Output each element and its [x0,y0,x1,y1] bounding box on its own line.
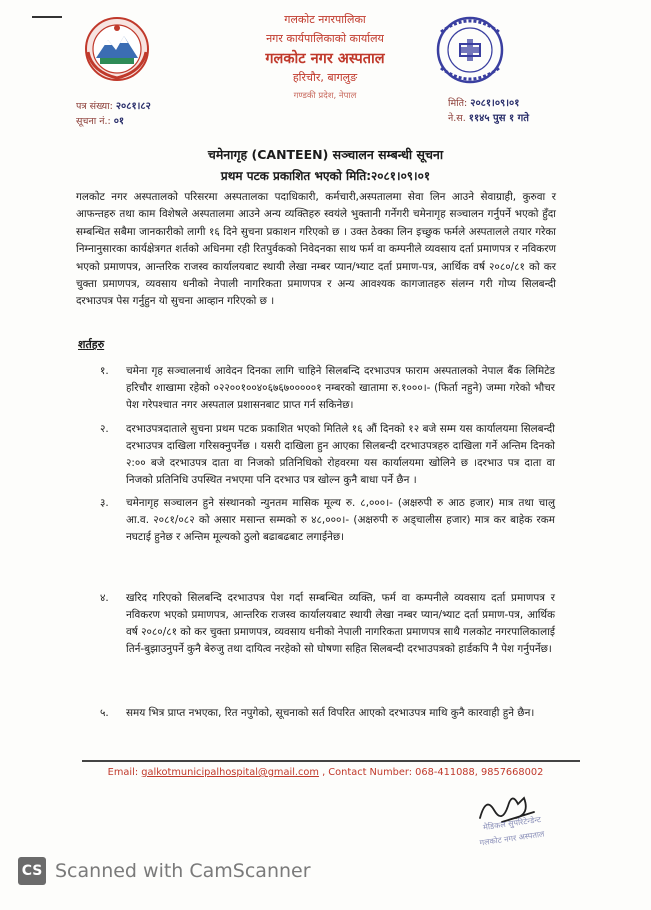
header-hospital-name: गलकोट नगर अस्पताल [265,51,385,67]
condition-number: ४. [100,592,109,604]
condition-item [100,363,555,414]
condition-item [100,495,555,546]
conditions-heading: शर्तहरु [78,338,105,351]
header-address: हरिचौर, बागलुङ [292,71,358,84]
header-office: नगर कार्यपालिकाको कार्यालय [266,32,384,45]
date-value: २०८१।०९।०१ [470,98,520,109]
footer-divider [82,760,580,762]
letter-number-label: पत्र संख्या: [76,101,113,112]
condition-text: चमेना गृह सञ्चालनार्थ आवेदन दिनका लागि चाहिने सिलबन्दि दरभाउपत्र फाराम अस्पतालको नेपाल बैंक लिमिटेड हरिचौर शाखामा रहेको ०२२००१००४०६७६७०००००१ नम्बरको खातामा रु.१०००।- (फिर्ता नहुने) जम्मा गरेको भौचर पेश गरेपश्चात नगर अस्पताल प्रशासनबाट प्राप्त गर्न सकिनेछ। [126,365,555,411]
footer-email-link[interactable]: galkotmunicipalhospital@gmail.com [141,767,319,778]
date-label: मिति: [448,98,468,109]
nepal-sambat-value: ११४५ पुस १ गते [468,113,529,124]
condition-number: ५. [100,707,109,719]
condition-text: खरिद गरिएको सिलबन्दि दरभाउपत्र पेश गर्दा सम्बन्धित व्यक्ति, फर्म वा कम्पनीले व्यवसाय दर्ता प्रमाणपत्र र नविकरण भएको प्रमाणपत्र, आन्तरिक राजस्व कार्यालयबाट स्थायी लेखा नम्बर प्यान/भ्याट दर्ता प्रमाण-पत्र, आर्थिक वर्ष २०८०/८१ को कर चुक्ता प्रमाणपत्र, व्यवसाय धनीको नेपाली नागरिकता प्रमाणपत्र साथै गलकोट नगरपालिकालाई तिर्न-बुझाउनुपर्ने कुनै बेरुजु तथा दायित्व नरहेको सो घोषणा सहित सिलबन्दी दरभाउपत्रको हार्डकपि नै पेश गर्नुपर्नेछ। [126,592,555,655]
condition-text: समय भित्र प्राप्त नभएका, रित नपुगेको, सूचनाको सर्त विपरित आएको दरभाउपत्र माथि कुनै कारवाही हुने छैन। [126,707,535,719]
nepal-sambat-field [448,110,529,124]
notice-number-label: सूचना नं.: [76,116,111,127]
top-margin-mark [32,16,62,18]
letter-number-value: २०८१।८२ [115,101,151,112]
letter-number [76,98,151,112]
nepal-emblem-icon [78,14,156,84]
condition-item [100,705,555,722]
condition-number: १. [100,365,109,377]
stamp-line2: गलकोट नगर अस्पताल [479,829,545,848]
notice-subtitle: प्रथम पटक प्रकाशित भएको मिति:२०८१।०९।०१ [220,169,431,183]
camscanner-text: Scanned with CamScanner [55,860,311,882]
notice-number [76,113,124,127]
camscanner-watermark [18,857,311,885]
condition-item [100,590,555,658]
camscanner-logo-icon: CS [18,857,46,885]
condition-text: चमेनागृह सञ्चालन हुने संस्थानको न्युनतम मासिक मूल्य रु. ८,०००।- (अक्षरुपी रु आठ हजार) मात्र तथा चालु आ.व. २०८१/०८२ को असार मसान्त सम्मको रु ४८,०००।- (अक्षरुपी रु अड्चालीस हजार) मात्र कर बाहेक रकम नघटाई हुनेछ र अन्तिम मूल्यको ठुलो बढाबढबाट लगाईनेछ। [126,497,555,543]
condition-number: ३. [100,497,109,509]
notice-title: चमेनागृह (CANTEEN) सञ्चालन सम्बन्धी सूचना [207,147,444,162]
nepal-sambat-label: ने.स. [448,113,466,124]
date-field [448,95,519,109]
header-municipality: गलकोट नगरपालिका [284,13,366,26]
stamp-line1: मेडिकल सुपरिटेन्डेन्ट [482,814,542,833]
footer-contact [0,767,651,778]
official-stamp [462,814,562,868]
notice-body: गलकोट नगर अस्पतालको परिसरमा अस्पतालका पदाधिकारी, कर्मचारी,अस्पतालमा सेवा लिन आउने सेवाग्राही, कुरुवा र आफन्तहरु तथा काम विशेषले अस्पतालमा आउने अन्य व्यक्तिहरु स्वयंले भुक्तानी गर्नेगरी चमेनागृह सञ्चालन गर्नुपर्ने भएको हुँदा सम्बन्धित सबैमा जानकारीको लागी १६ दिने सुचना प्रकाशन गरिएको छ । उक्त ठेक्का लिन इच्छुक फर्मले अस्पतालले तयार गरेका निम्नानुसारका कार्यक्षेत्रगत शर्तको अधिनमा रही रितपुर्वकको निवेदनका साथ फर्म वा कम्पनीले व्यवसाय दर्ता प्रमाणपत्र र नविकरण भएको प्रमाणपत्र, आन्तरिक राजस्व कार्यालयबाट स्थायी लेखा नम्बर प्यान/भ्याट दर्ता प्रमाण-पत्र, आर्थिक वर्ष २०८०/८१ को कर चुक्ता प्रमाणपत्र, व्यवसाय धनीको नेपाली नागरिकता प्रमाणपत्र र अन्य आवश्यक कागजातहरु संलग्न गरी गोप्य सिलबन्दी दरभाउपत्र पेस गर्नुहुन यो सुचना आव्हान गरिएको छ । [76,191,556,308]
notice-number-value: ०१ [113,116,125,127]
condition-number: २. [100,423,109,435]
header-province: गण्डकी प्रदेश, नेपाल [293,91,357,101]
footer-email-label: Email: [107,767,142,778]
condition-text: दरभाउपत्रदाताले सुचना प्रथम पटक प्रकाशित भएको मितिले १६ औं दिनको १२ बजे सम्म यस कार्यालयमा सिलबन्दी दरभाउपत्र दाखिला गरिसक्नुपर्नेछ । यसरी दाखिला हुन आएका सिलबन्दी दरभाउपत्रहरु दाखिला गर्ने अन्तिम दिनको २:०० बजे दरभाउपत्र दाता वा निजको प्रतिनिधिको रोहवरमा यस कार्यालयमा खोलिने छ ।दरभाउ पत्र दाता वा निजको प्रतिनिधि उपस्थित नभएमा पनि दरभाउ पत्र खोल्न कुनै बाधा पर्ने छैन । [126,423,555,486]
footer-contact-numbers: , Contact Number: 068-411088, 9857668002 [318,767,544,778]
condition-item [100,421,555,489]
